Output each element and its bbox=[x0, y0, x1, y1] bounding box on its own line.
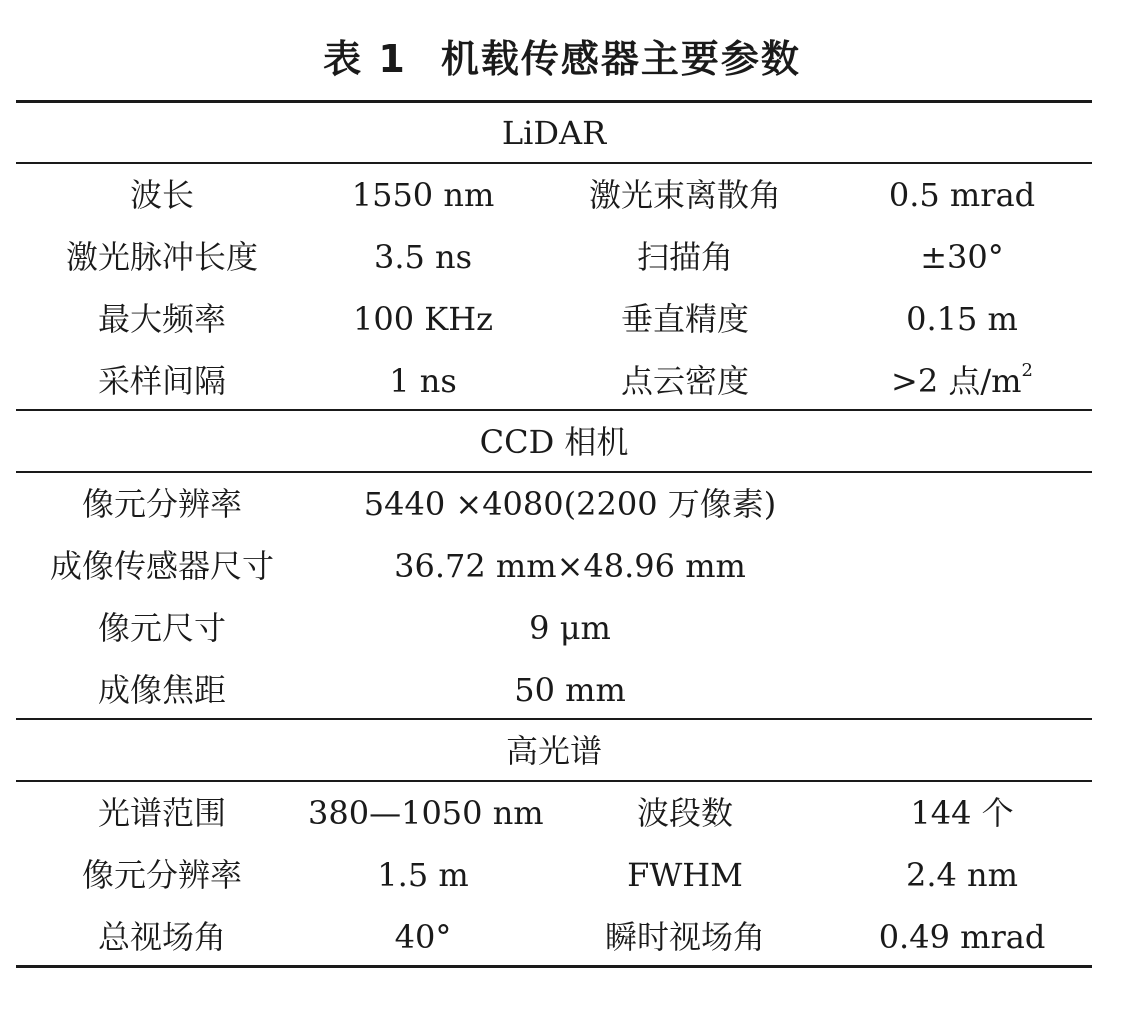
param-name: 像元分辨率 bbox=[81, 485, 242, 523]
section-divider bbox=[16, 780, 1092, 782]
param-name: 波长 bbox=[129, 176, 194, 214]
table-row bbox=[16, 790, 1092, 836]
param-name: 瞬时视场角 bbox=[604, 918, 765, 956]
section-heading-hyperspectral: 高光谱 bbox=[505, 732, 602, 770]
param-name: 像元分辨率 bbox=[81, 856, 242, 894]
section-divider bbox=[16, 471, 1092, 473]
section-heading-lidar: LiDAR bbox=[501, 114, 607, 152]
table-row bbox=[16, 914, 1092, 960]
param-name: 垂直精度 bbox=[620, 300, 749, 338]
table-row bbox=[16, 234, 1092, 280]
param-value: 1 ns bbox=[389, 362, 457, 400]
table-number: 表 1 bbox=[323, 37, 407, 81]
param-value: 5440 ×4080(2200 万像素) bbox=[363, 485, 777, 523]
table-row bbox=[16, 481, 1092, 527]
top-rule bbox=[16, 100, 1092, 103]
param-value: 3.5 ns bbox=[373, 238, 473, 276]
param-value: 2.4 nm bbox=[905, 856, 1018, 894]
param-value: 0.5 mrad bbox=[888, 176, 1036, 214]
param-value: 0.49 mrad bbox=[878, 918, 1046, 956]
param-value: 0.15 m bbox=[906, 300, 1018, 338]
table-row bbox=[16, 605, 1092, 651]
section-divider bbox=[16, 162, 1092, 164]
param-value: 144 个 bbox=[910, 794, 1014, 832]
density-exponent: 2 bbox=[1021, 360, 1033, 382]
param-name: 光谱范围 bbox=[97, 794, 226, 832]
table-row bbox=[16, 172, 1092, 218]
param-name: 扫描角 bbox=[636, 238, 733, 276]
param-name: 成像焦距 bbox=[97, 671, 226, 709]
param-value: 100 KHz bbox=[353, 300, 493, 338]
param-value: 1.5 m bbox=[377, 856, 469, 894]
param-value: 380—1050 nm bbox=[308, 794, 544, 832]
param-name: 成像传感器尺寸 bbox=[49, 547, 274, 585]
param-value bbox=[832, 358, 1092, 404]
param-name: 激光脉冲长度 bbox=[65, 238, 258, 276]
table-row bbox=[16, 296, 1092, 342]
table-row bbox=[16, 667, 1092, 713]
param-name: 波段数 bbox=[636, 794, 733, 832]
param-value: 50 mm bbox=[514, 671, 626, 709]
section-heading-ccd: CCD 相机 bbox=[479, 423, 629, 461]
table-row bbox=[16, 852, 1092, 898]
section-divider bbox=[16, 718, 1092, 720]
table-title bbox=[0, 28, 1124, 83]
param-value: 40° bbox=[394, 918, 452, 956]
param-name: 最大频率 bbox=[97, 300, 226, 338]
param-value: 9 μm bbox=[529, 609, 611, 647]
param-value: ±30° bbox=[920, 238, 1004, 276]
param-name: 像元尺寸 bbox=[97, 609, 226, 647]
table-row bbox=[16, 358, 1092, 404]
param-name: 总视场角 bbox=[97, 918, 226, 956]
param-value: 36.72 mm×48.96 mm bbox=[394, 547, 746, 585]
table-row bbox=[16, 543, 1092, 589]
param-name: FWHM bbox=[627, 856, 743, 894]
param-name: 激光束离散角 bbox=[588, 176, 781, 214]
table-caption: 机载传感器主要参数 bbox=[440, 37, 801, 81]
section-divider bbox=[16, 409, 1092, 411]
bottom-rule bbox=[16, 965, 1092, 968]
param-value: 1550 nm bbox=[351, 176, 495, 214]
density-value: >2 点/m bbox=[891, 362, 1022, 400]
param-name: 点云密度 bbox=[620, 362, 749, 400]
param-name: 采样间隔 bbox=[97, 362, 226, 400]
